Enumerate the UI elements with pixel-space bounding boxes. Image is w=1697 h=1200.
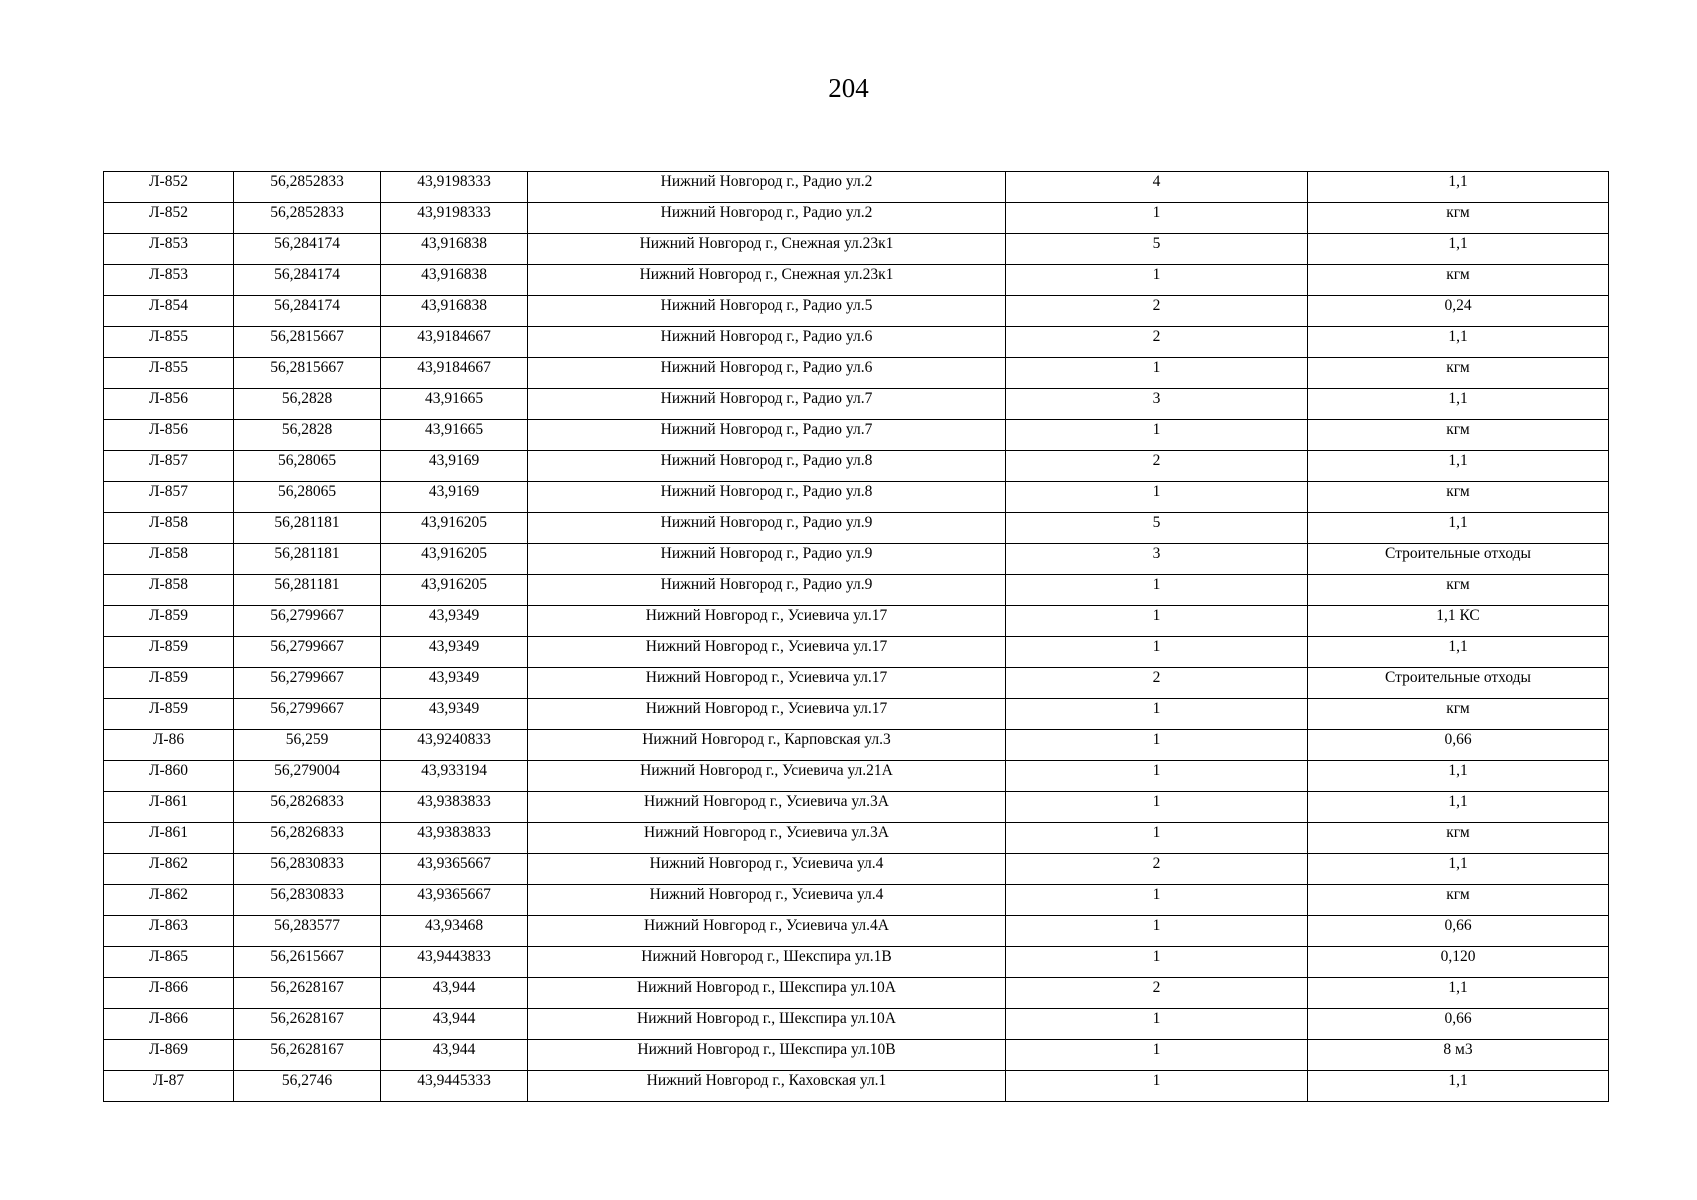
quantity-cell: 1 — [1006, 947, 1308, 978]
quantity-cell: 4 — [1006, 172, 1308, 203]
site-id-cell: Л-861 — [104, 823, 234, 854]
table-row — [104, 916, 1609, 947]
table-row — [104, 389, 1609, 420]
site-id-cell: Л-863 — [104, 916, 234, 947]
longitude-cell: 43,9349 — [381, 606, 528, 637]
longitude-cell: 43,916838 — [381, 234, 528, 265]
address-cell: Нижний Новгород г., Радио ул.6 — [528, 327, 1006, 358]
site-id-cell: Л-854 — [104, 296, 234, 327]
latitude-cell: 56,2815667 — [234, 327, 381, 358]
longitude-cell: 43,9240833 — [381, 730, 528, 761]
quantity-cell: 1 — [1006, 358, 1308, 389]
address-cell: Нижний Новгород г., Усиевича ул.4А — [528, 916, 1006, 947]
longitude-cell: 43,944 — [381, 1040, 528, 1071]
site-id-cell: Л-856 — [104, 389, 234, 420]
longitude-cell: 43,9383833 — [381, 823, 528, 854]
site-id-cell: Л-86 — [104, 730, 234, 761]
address-cell: Нижний Новгород г., Усиевича ул.3А — [528, 792, 1006, 823]
longitude-cell: 43,933194 — [381, 761, 528, 792]
table-row — [104, 823, 1609, 854]
table-row — [104, 451, 1609, 482]
latitude-cell: 56,2628167 — [234, 1009, 381, 1040]
volume-cell: 1,1 — [1308, 451, 1609, 482]
site-id-cell: Л-859 — [104, 637, 234, 668]
table-row — [104, 947, 1609, 978]
latitude-cell: 56,284174 — [234, 265, 381, 296]
address-cell: Нижний Новгород г., Шекспира ул.10А — [528, 978, 1006, 1009]
volume-cell: кгм — [1308, 265, 1609, 296]
address-cell: Нижний Новгород г., Усиевича ул.3А — [528, 823, 1006, 854]
latitude-cell: 56,2799667 — [234, 668, 381, 699]
site-id-cell: Л-853 — [104, 265, 234, 296]
longitude-cell: 43,9198333 — [381, 172, 528, 203]
table-row — [104, 203, 1609, 234]
quantity-cell: 1 — [1006, 699, 1308, 730]
quantity-cell: 1 — [1006, 482, 1308, 513]
volume-cell: 1,1 — [1308, 854, 1609, 885]
latitude-cell: 56,2799667 — [234, 637, 381, 668]
latitude-cell: 56,2852833 — [234, 203, 381, 234]
latitude-cell: 56,281181 — [234, 575, 381, 606]
volume-cell: 8 м3 — [1308, 1040, 1609, 1071]
address-cell: Нижний Новгород г., Радио ул.6 — [528, 358, 1006, 389]
volume-cell: кгм — [1308, 420, 1609, 451]
quantity-cell: 1 — [1006, 916, 1308, 947]
longitude-cell: 43,91665 — [381, 389, 528, 420]
quantity-cell: 5 — [1006, 234, 1308, 265]
address-cell: Нижний Новгород г., Радио ул.8 — [528, 482, 1006, 513]
quantity-cell: 2 — [1006, 327, 1308, 358]
address-cell: Нижний Новгород г., Усиевича ул.4 — [528, 854, 1006, 885]
volume-cell: 0,66 — [1308, 730, 1609, 761]
volume-cell: кгм — [1308, 358, 1609, 389]
address-cell: Нижний Новгород г., Шекспира ул.1В — [528, 947, 1006, 978]
latitude-cell: 56,2615667 — [234, 947, 381, 978]
longitude-cell: 43,916205 — [381, 544, 528, 575]
address-cell: Нижний Новгород г., Карповская ул.3 — [528, 730, 1006, 761]
longitude-cell: 43,9349 — [381, 637, 528, 668]
latitude-cell: 56,2830833 — [234, 885, 381, 916]
volume-cell: 0,24 — [1308, 296, 1609, 327]
volume-cell: 1,1 — [1308, 389, 1609, 420]
address-cell: Нижний Новгород г., Радио ул.9 — [528, 575, 1006, 606]
table-row — [104, 265, 1609, 296]
latitude-cell: 56,2799667 — [234, 699, 381, 730]
volume-cell: 1,1 — [1308, 637, 1609, 668]
quantity-cell: 1 — [1006, 575, 1308, 606]
quantity-cell: 1 — [1006, 265, 1308, 296]
site-id-cell: Л-866 — [104, 1009, 234, 1040]
latitude-cell: 56,28065 — [234, 482, 381, 513]
table-row — [104, 792, 1609, 823]
site-id-cell: Л-859 — [104, 699, 234, 730]
latitude-cell: 56,2830833 — [234, 854, 381, 885]
site-id-cell: Л-859 — [104, 668, 234, 699]
site-id-cell: Л-852 — [104, 203, 234, 234]
volume-cell: кгм — [1308, 482, 1609, 513]
table-row — [104, 172, 1609, 203]
site-id-cell: Л-857 — [104, 451, 234, 482]
quantity-cell: 1 — [1006, 761, 1308, 792]
table-row — [104, 699, 1609, 730]
latitude-cell: 56,2828 — [234, 389, 381, 420]
table-row — [104, 420, 1609, 451]
table-row — [104, 730, 1609, 761]
address-cell: Нижний Новгород г., Радио ул.2 — [528, 172, 1006, 203]
volume-cell: кгм — [1308, 575, 1609, 606]
latitude-cell: 56,281181 — [234, 544, 381, 575]
address-cell: Нижний Новгород г., Радио ул.7 — [528, 420, 1006, 451]
site-id-cell: Л-858 — [104, 544, 234, 575]
table-row — [104, 513, 1609, 544]
longitude-cell: 43,9198333 — [381, 203, 528, 234]
site-id-cell: Л-869 — [104, 1040, 234, 1071]
latitude-cell: 56,2852833 — [234, 172, 381, 203]
address-cell: Нижний Новгород г., Усиевича ул.21А — [528, 761, 1006, 792]
table-row — [104, 1071, 1609, 1102]
address-cell: Нижний Новгород г., Радио ул.5 — [528, 296, 1006, 327]
volume-cell: 1,1 КС — [1308, 606, 1609, 637]
address-cell: Нижний Новгород г., Каховская ул.1 — [528, 1071, 1006, 1102]
table-row — [104, 544, 1609, 575]
latitude-cell: 56,2815667 — [234, 358, 381, 389]
address-cell: Нижний Новгород г., Усиевича ул.4 — [528, 885, 1006, 916]
latitude-cell: 56,2828 — [234, 420, 381, 451]
address-cell: Нижний Новгород г., Шекспира ул.10А — [528, 1009, 1006, 1040]
longitude-cell: 43,9365667 — [381, 885, 528, 916]
longitude-cell: 43,9443833 — [381, 947, 528, 978]
latitude-cell: 56,2628167 — [234, 978, 381, 1009]
site-id-cell: Л-866 — [104, 978, 234, 1009]
table-row — [104, 978, 1609, 1009]
quantity-cell: 1 — [1006, 885, 1308, 916]
quantity-cell: 3 — [1006, 544, 1308, 575]
volume-cell: кгм — [1308, 823, 1609, 854]
quantity-cell: 5 — [1006, 513, 1308, 544]
volume-cell: кгм — [1308, 885, 1609, 916]
quantity-cell: 3 — [1006, 389, 1308, 420]
quantity-cell: 2 — [1006, 296, 1308, 327]
longitude-cell: 43,9349 — [381, 668, 528, 699]
site-id-cell: Л-856 — [104, 420, 234, 451]
quantity-cell: 2 — [1006, 854, 1308, 885]
longitude-cell: 43,9184667 — [381, 358, 528, 389]
site-id-cell: Л-855 — [104, 327, 234, 358]
quantity-cell: 1 — [1006, 730, 1308, 761]
table-row — [104, 1009, 1609, 1040]
address-cell: Нижний Новгород г., Усиевича ул.17 — [528, 668, 1006, 699]
quantity-cell: 1 — [1006, 203, 1308, 234]
longitude-cell: 43,9365667 — [381, 854, 528, 885]
address-cell: Нижний Новгород г., Радио ул.7 — [528, 389, 1006, 420]
table-body — [104, 172, 1609, 1102]
address-cell: Нижний Новгород г., Радио ул.8 — [528, 451, 1006, 482]
quantity-cell: 2 — [1006, 451, 1308, 482]
data-table — [103, 171, 1609, 1102]
longitude-cell: 43,91665 — [381, 420, 528, 451]
address-cell: Нижний Новгород г., Радио ул.2 — [528, 203, 1006, 234]
table-row — [104, 327, 1609, 358]
longitude-cell: 43,916205 — [381, 575, 528, 606]
latitude-cell: 56,2628167 — [234, 1040, 381, 1071]
longitude-cell: 43,944 — [381, 1009, 528, 1040]
quantity-cell: 1 — [1006, 1040, 1308, 1071]
table-row — [104, 234, 1609, 265]
latitude-cell: 56,2826833 — [234, 792, 381, 823]
quantity-cell: 2 — [1006, 668, 1308, 699]
site-id-cell: Л-858 — [104, 513, 234, 544]
address-cell: Нижний Новгород г., Снежная ул.23к1 — [528, 265, 1006, 296]
volume-cell: 1,1 — [1308, 792, 1609, 823]
volume-cell: Строительные отходы — [1308, 544, 1609, 575]
volume-cell: кгм — [1308, 203, 1609, 234]
table-row — [104, 358, 1609, 389]
address-cell: Нижний Новгород г., Снежная ул.23к1 — [528, 234, 1006, 265]
site-id-cell: Л-858 — [104, 575, 234, 606]
longitude-cell: 43,944 — [381, 978, 528, 1009]
table-row — [104, 668, 1609, 699]
table-row — [104, 606, 1609, 637]
latitude-cell: 56,281181 — [234, 513, 381, 544]
latitude-cell: 56,279004 — [234, 761, 381, 792]
longitude-cell: 43,9383833 — [381, 792, 528, 823]
quantity-cell: 1 — [1006, 637, 1308, 668]
volume-cell: Строительные отходы — [1308, 668, 1609, 699]
site-id-cell: Л-852 — [104, 172, 234, 203]
address-cell: Нижний Новгород г., Шекспира ул.10В — [528, 1040, 1006, 1071]
quantity-cell: 1 — [1006, 823, 1308, 854]
site-id-cell: Л-860 — [104, 761, 234, 792]
table-row — [104, 482, 1609, 513]
site-id-cell: Л-861 — [104, 792, 234, 823]
site-id-cell: Л-862 — [104, 854, 234, 885]
address-cell: Нижний Новгород г., Усиевича ул.17 — [528, 606, 1006, 637]
table-row — [104, 1040, 1609, 1071]
volume-cell: 1,1 — [1308, 172, 1609, 203]
site-id-cell: Л-855 — [104, 358, 234, 389]
latitude-cell: 56,28065 — [234, 451, 381, 482]
site-id-cell: Л-865 — [104, 947, 234, 978]
site-id-cell: Л-853 — [104, 234, 234, 265]
table-row — [104, 761, 1609, 792]
table-row — [104, 854, 1609, 885]
quantity-cell: 1 — [1006, 1071, 1308, 1102]
volume-cell: 0,66 — [1308, 1009, 1609, 1040]
address-cell: Нижний Новгород г., Радио ул.9 — [528, 513, 1006, 544]
latitude-cell: 56,259 — [234, 730, 381, 761]
table-row — [104, 885, 1609, 916]
site-id-cell: Л-859 — [104, 606, 234, 637]
site-id-cell: Л-87 — [104, 1071, 234, 1102]
longitude-cell: 43,9184667 — [381, 327, 528, 358]
page-number: 204 — [828, 73, 869, 103]
volume-cell: 0,66 — [1308, 916, 1609, 947]
table-row — [104, 575, 1609, 606]
longitude-cell: 43,916205 — [381, 513, 528, 544]
longitude-cell: 43,916838 — [381, 265, 528, 296]
table-row — [104, 296, 1609, 327]
quantity-cell: 1 — [1006, 1009, 1308, 1040]
volume-cell: кгм — [1308, 699, 1609, 730]
latitude-cell: 56,283577 — [234, 916, 381, 947]
address-cell: Нижний Новгород г., Усиевича ул.17 — [528, 637, 1006, 668]
volume-cell: 1,1 — [1308, 978, 1609, 1009]
site-id-cell: Л-857 — [104, 482, 234, 513]
address-cell: Нижний Новгород г., Усиевича ул.17 — [528, 699, 1006, 730]
longitude-cell: 43,916838 — [381, 296, 528, 327]
latitude-cell: 56,2826833 — [234, 823, 381, 854]
quantity-cell: 1 — [1006, 792, 1308, 823]
quantity-cell: 1 — [1006, 606, 1308, 637]
volume-cell: 1,1 — [1308, 761, 1609, 792]
longitude-cell: 43,93468 — [381, 916, 528, 947]
quantity-cell: 1 — [1006, 420, 1308, 451]
address-cell: Нижний Новгород г., Радио ул.9 — [528, 544, 1006, 575]
volume-cell: 1,1 — [1308, 513, 1609, 544]
volume-cell: 1,1 — [1308, 327, 1609, 358]
table-row — [104, 637, 1609, 668]
volume-cell: 1,1 — [1308, 1071, 1609, 1102]
site-id-cell: Л-862 — [104, 885, 234, 916]
latitude-cell: 56,2746 — [234, 1071, 381, 1102]
longitude-cell: 43,9445333 — [381, 1071, 528, 1102]
latitude-cell: 56,2799667 — [234, 606, 381, 637]
quantity-cell: 2 — [1006, 978, 1308, 1009]
volume-cell: 1,1 — [1308, 234, 1609, 265]
latitude-cell: 56,284174 — [234, 296, 381, 327]
volume-cell: 0,120 — [1308, 947, 1609, 978]
longitude-cell: 43,9349 — [381, 699, 528, 730]
longitude-cell: 43,9169 — [381, 482, 528, 513]
longitude-cell: 43,9169 — [381, 451, 528, 482]
latitude-cell: 56,284174 — [234, 234, 381, 265]
